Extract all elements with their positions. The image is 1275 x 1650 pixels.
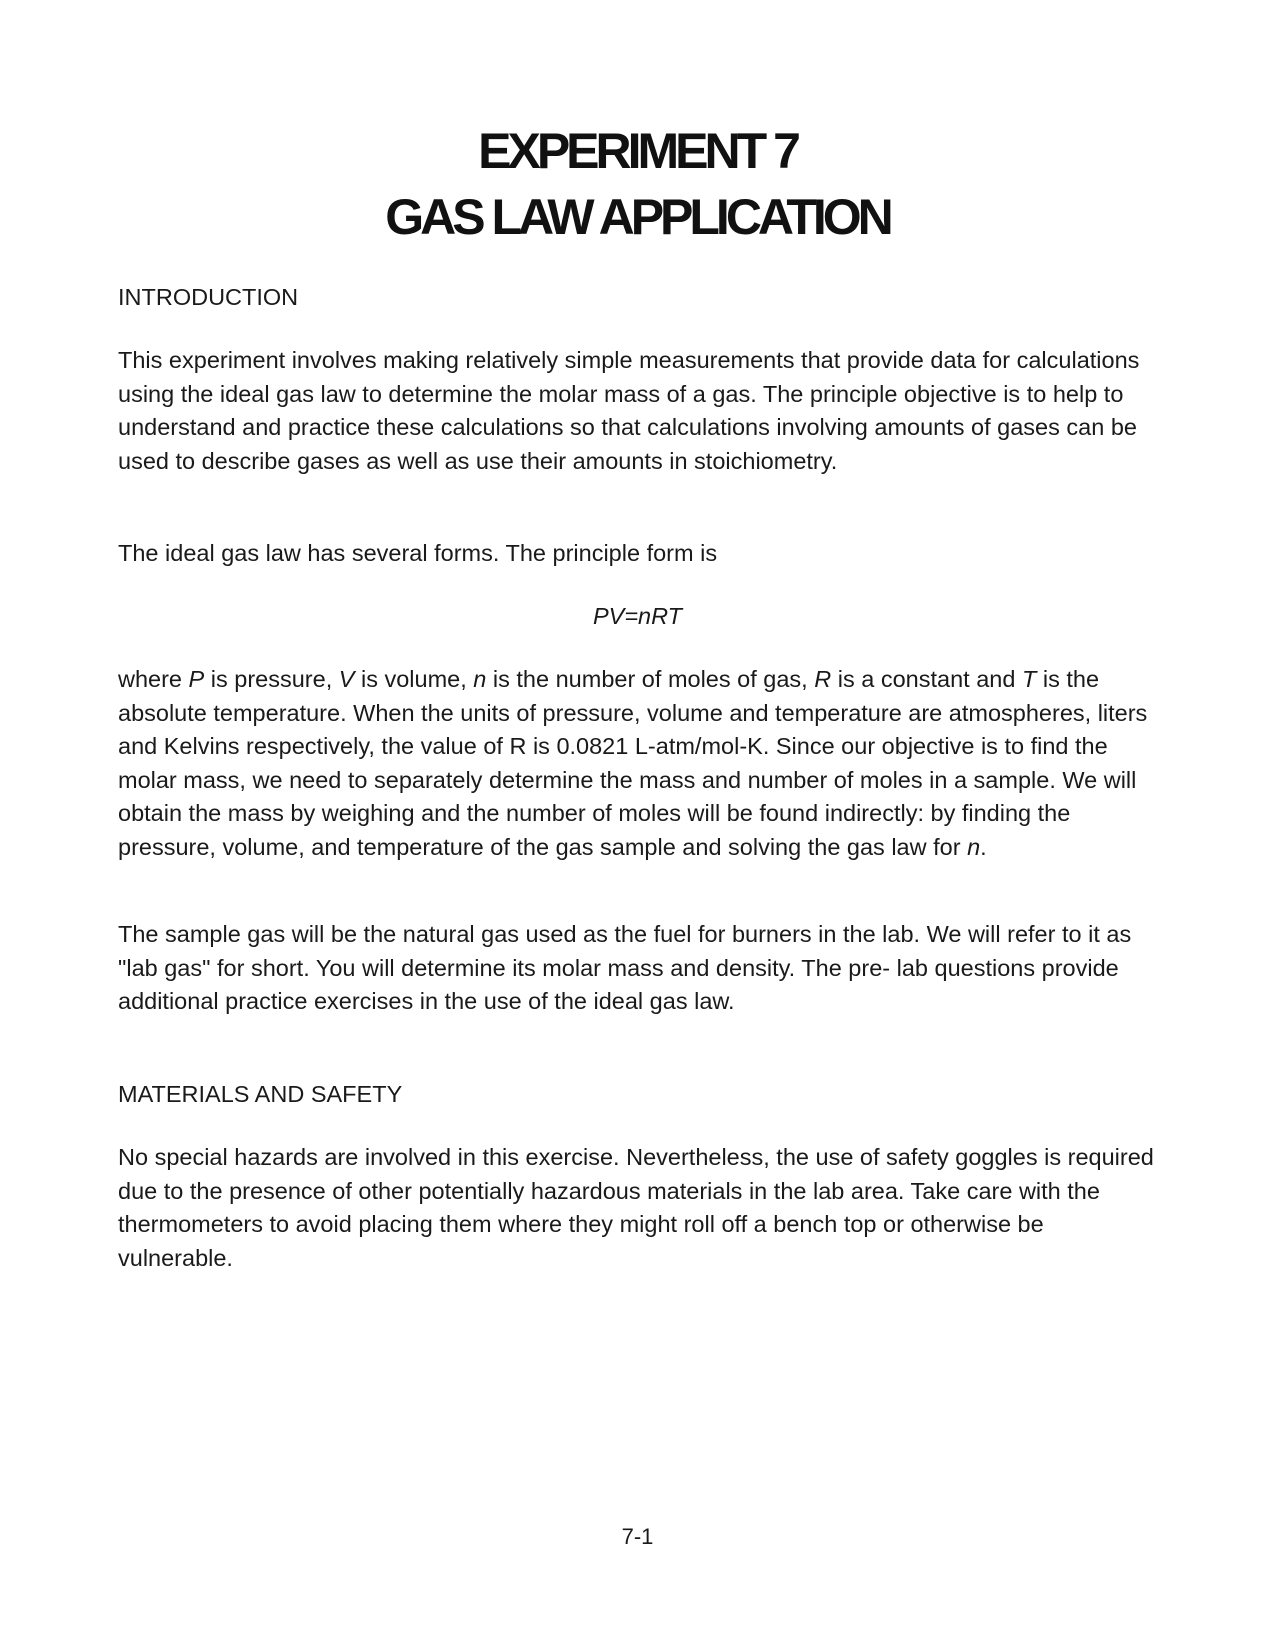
introduction-paragraph-2	[118, 537, 1163, 571]
paragraph-text: The sample gas will be the natural gas used as the fuel for burners in the lab. We will refer to it as "lab gas" for short. You will determine its molar mass and density. The pre- lab questions provide additional practice exercises in the use of the ideal gas law.	[118, 921, 1132, 1014]
variable-t: T	[1021, 666, 1037, 692]
paragraph-text: This experiment involves making relatively simple measurements that provide data for calculations using the ideal gas law to determine the molar mass of a gas. The principle objective is to help to understand and practice these calculations so that calculations involving amounts of gases can be used to describe gases as well as use their amounts in stoichiometry.	[118, 347, 1140, 474]
variable-n: n	[967, 833, 981, 860]
introduction-paragraph-4	[118, 918, 1163, 1019]
title-line-gas-law-application: GAS LAW APPLICATION	[385, 189, 890, 245]
variable-v: V	[338, 666, 355, 692]
variable-p: P	[188, 666, 205, 692]
introduction-heading: INTRODUCTION	[118, 284, 299, 310]
paragraph-text: where P is pressure, V is volume, n is the number of moles of gas, R is a constant and T is the absolute temperature. When the units of pressure, volume and temperature are atmospheres, liters and Kelvins respectively, the value of R is 0.0821 L-atm/mol-K. Since our objective is to find the molar mass, we need to separately determine the mass and number of moles in a sample. We will obtain the mass by weighing and the number of moles will be found indirectly: by finding the pressure, volume, and temperature of the gas sample and solving the gas law for n.	[118, 666, 1148, 860]
title-block	[0, 118, 1275, 250]
variable-n: n	[473, 666, 487, 692]
materials-safety-heading: MATERIALS AND SAFETY	[118, 1081, 403, 1107]
materials-safety-paragraph	[118, 1141, 1163, 1275]
variable-r: R	[814, 666, 832, 692]
paragraph-text: The ideal gas law has several forms. The principle form is	[118, 540, 718, 566]
title-line-experiment: EXPERIMENT 7	[478, 123, 797, 179]
paragraph-text: No special hazards are involved in this exercise. Nevertheless, the use of safety goggles is required due to the presence of other potentially hazardous materials in the lab area. Take care with the thermometers to avoid placing them where they might roll off a bench top or otherwise be vulnerable.	[118, 1144, 1154, 1271]
ideal-gas-law-formula: PV=nRT	[592, 603, 683, 629]
introduction-paragraph-1	[118, 344, 1163, 478]
introduction-paragraph-3	[118, 663, 1163, 864]
page-number: 7-1	[621, 1524, 654, 1549]
